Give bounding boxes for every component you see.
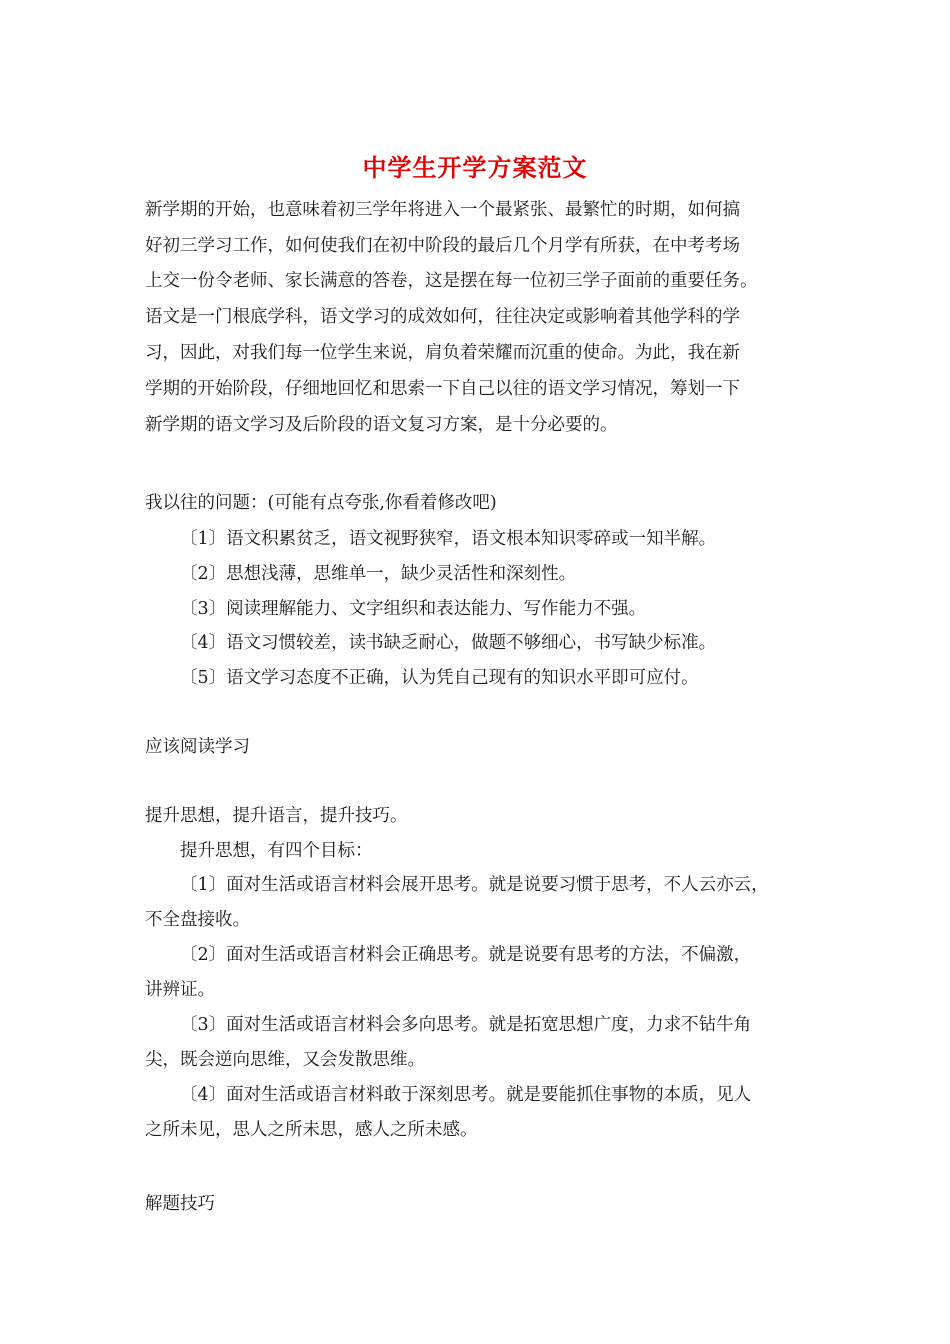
goal-item-line: 讲辨证。 — [145, 980, 215, 1000]
document-title: 中学生开学方案范文 — [362, 153, 588, 182]
goal-item-line: 〔2〕面对生活或语言材料会正确思考。就是说要有思考的方法，不偏激， — [180, 945, 752, 965]
intro-line: 好初三学习工作，如何使我们在初中阶段的最后几个月学有所获，在中考考场 — [145, 236, 740, 256]
goal-item-line: 不全盘接收。 — [145, 910, 250, 930]
intro-line: 上交一份令老师、家长满意的答卷，这是摆在每一位初三学子面前的重要任务。 — [145, 271, 758, 291]
goals-intro: 提升思想，有四个目标： — [180, 841, 373, 861]
goal-item-line: 尖，既会逆向思维，又会发散思维。 — [145, 1050, 425, 1070]
skills-heading: 解题技巧 — [145, 1194, 215, 1214]
problem-item: 〔4〕语文习惯较差，读书缺乏耐心，做题不够细心，书写缺少标准。 — [180, 633, 717, 653]
goal-item-line: 〔1〕面对生活或语言材料会展开思考。就是说要习惯于思考，不人云亦云， — [180, 875, 769, 895]
reading-heading: 应该阅读学习 — [145, 737, 250, 757]
problem-item: 〔5〕语文学习态度不正确，认为凭自己现有的知识水平即可应付。 — [180, 668, 699, 688]
intro-line: 学期的开始阶段，仔细地回忆和思索一下自己以往的语文学习情况，筹划一下 — [145, 379, 740, 399]
goal-item-line: 之所未见，思人之所未思，感人之所未感。 — [145, 1120, 478, 1140]
goal-item-line: 〔3〕面对生活或语言材料会多向思考。就是拓宽思想广度，力求不钻牛角 — [180, 1015, 752, 1035]
intro-line: 新学期的语文学习及后阶段的语文复习方案，是十分必要的。 — [145, 415, 618, 435]
goal-item-line: 〔4〕面对生活或语言材料敢于深刻思考。就是要能抓住事物的本质，见人 — [180, 1085, 752, 1105]
intro-line: 新学期的开始，也意味着初三学年将进入一个最紧张、最繁忙的时期，如何搞 — [145, 200, 740, 220]
problem-item: 〔1〕语文积累贫乏，语文视野狭窄，语文根本知识零碎或一知半解。 — [180, 529, 717, 549]
problem-item: 〔3〕阅读理解能力、文字组织和表达能力、写作能力不强。 — [180, 599, 647, 619]
improve-line: 提升思想，提升语言，提升技巧。 — [145, 806, 408, 826]
problem-item: 〔2〕思想浅薄，思维单一，缺少灵活性和深刻性。 — [180, 564, 577, 584]
intro-line: 语文是一门根底学科，语文学习的成效如何，往往决定或影响着其他学科的学 — [145, 307, 740, 327]
intro-line: 习，因此，对我们每一位学生来说，肩负着荣耀而沉重的使命。为此，我在新 — [145, 343, 740, 363]
problems-heading: 我以往的问题：(可能有点夸张,你看着修改吧) — [145, 493, 497, 513]
